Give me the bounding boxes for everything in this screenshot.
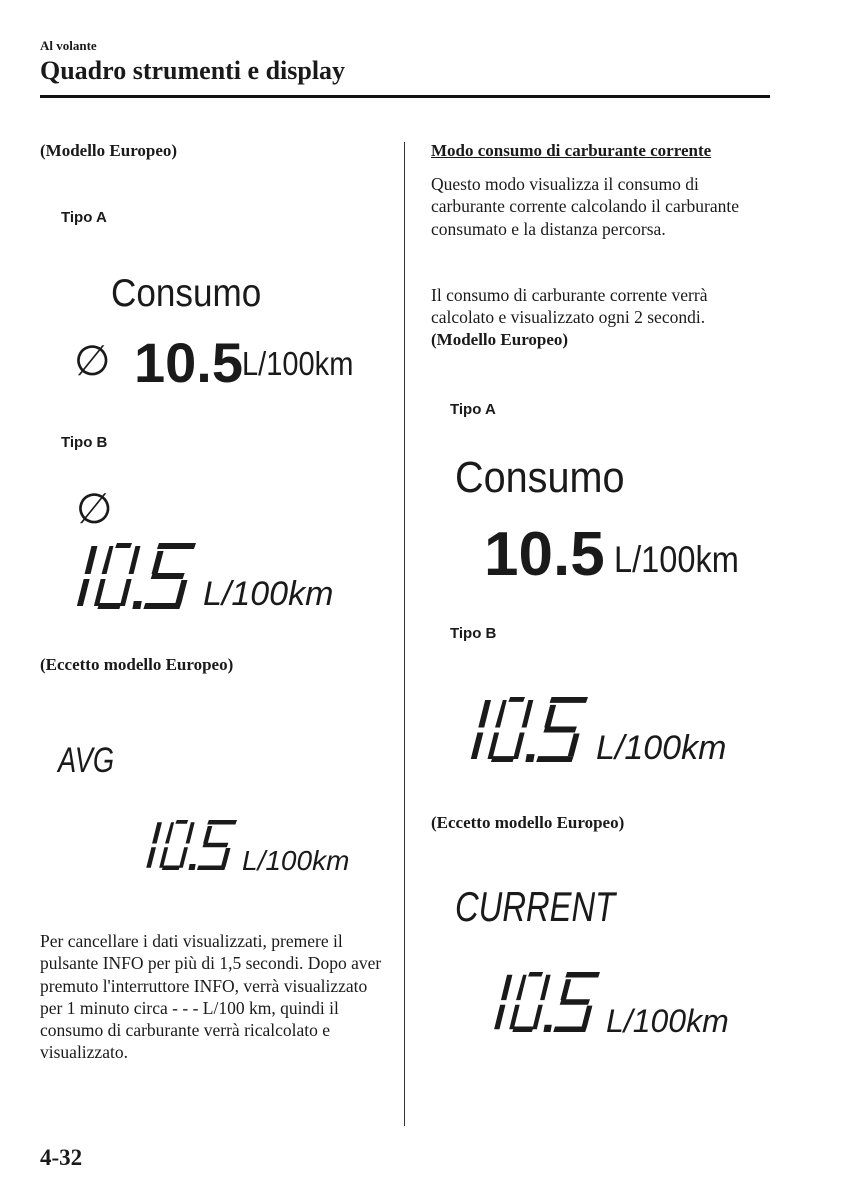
- avg-unit: L/100km: [242, 845, 350, 876]
- tipo-b-label: Tipo B: [61, 434, 108, 451]
- european-model-heading-right: (Modello Europeo): [431, 330, 569, 349]
- page-number: 4-32: [40, 1145, 83, 1170]
- consumption-unit-right: L/100km: [614, 539, 739, 580]
- avg-lcd-digits-icon: [141, 820, 237, 870]
- non-european-heading: (Eccetto modello Europeo): [40, 655, 234, 674]
- lcd-digits-value-icon: [70, 543, 196, 609]
- tipo-a-label: Tipo A: [61, 209, 107, 226]
- european-model-heading: (Modello Europeo): [40, 141, 178, 160]
- consumption-unit: L/100km: [242, 345, 354, 382]
- current-unit: L/100km: [606, 1003, 729, 1039]
- avg-label: AVG: [58, 741, 115, 780]
- update-description: Il consumo di carburante corrente verrà calcolato e visualizzato ogni 2 secondi.: [431, 285, 708, 328]
- reset-paragraph: Per cancellare i dati visualizzati, premere il pulsante INFO per più di 1,5 secondi. Dopo aver premuto l'interruttore INFO, verrà visualizzato per 1 minuto circa - - - L/100 km, quindi il consumo di carburante verrà ricalcolato e visualizzato.: [40, 931, 382, 1063]
- consumption-value-right: 10.5: [484, 520, 605, 589]
- tipo-b-label-right: Tipo B: [450, 625, 497, 642]
- consumption-value: 10.5: [134, 331, 243, 394]
- section-label: Al volante: [40, 38, 97, 53]
- consumo-label: Consumo: [111, 272, 262, 315]
- column-divider: [404, 142, 405, 1126]
- page-title: Quadro strumenti e display: [40, 56, 346, 85]
- average-symbol-lcd-icon: ∅: [76, 485, 113, 532]
- lcd-digits-value-right-icon: [464, 697, 588, 762]
- non-european-heading-right: (Eccetto modello Europeo): [431, 813, 625, 832]
- title-divider: [40, 95, 770, 98]
- current-label: CURRENT: [455, 883, 616, 930]
- current-mode-heading: Modo consumo di carburante corrente: [431, 141, 712, 160]
- lcd-consumption-unit-right: L/100km: [596, 729, 727, 767]
- lcd-consumption-unit: L/100km: [203, 575, 334, 613]
- average-symbol-icon: ∅: [74, 337, 111, 384]
- tipo-a-label-right: Tipo A: [450, 401, 496, 418]
- consumo-label-right: Consumo: [455, 453, 625, 502]
- mode-description: Questo modo visualizza il consumo di carburante corrente calcolando il carburante consumato e la distanza percorsa.: [431, 174, 740, 239]
- current-lcd-digits-icon: [488, 972, 600, 1032]
